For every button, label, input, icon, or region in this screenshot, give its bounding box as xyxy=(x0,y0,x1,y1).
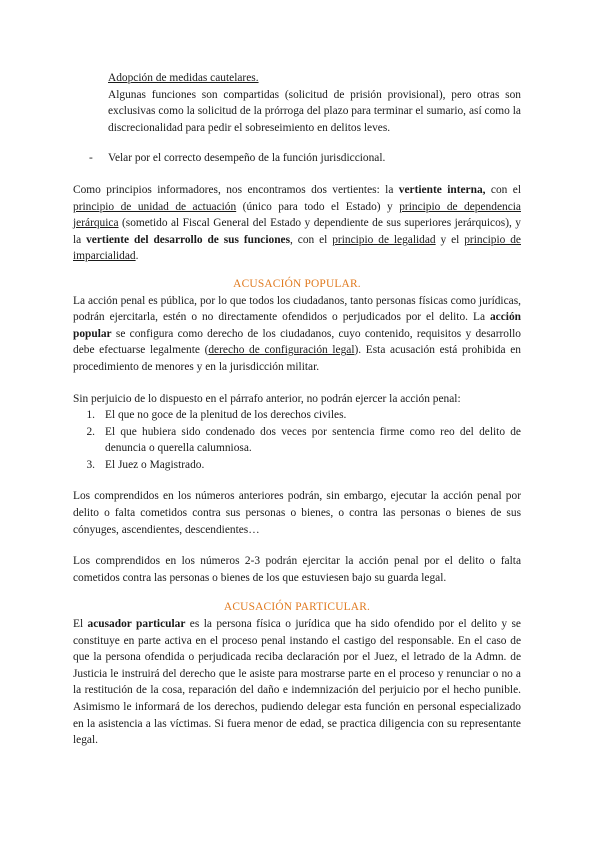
principio-unidad: principio de unidad de actuación xyxy=(73,200,237,213)
list-item: 2. El que hubiera sido condenado dos veces por sentencia firme como reo del delito de denuncia o querella calumniosa. xyxy=(86,425,521,455)
principios-paragraph: Como principios informadores, nos encontramos dos vertientes: la vertiente interna, con el principio de unidad de actuación (único para todo el Estado) y principio de dependencia jerárquica (sometido al Fiscal General del Estado y dependiente de sus superiores jerárquicos), y la vertiente del desarrollo de sus funciones, con el principio de legalidad y el principio de imparcialidad. xyxy=(73,183,521,263)
popular-paragraph-4: Los comprendidos en los números 2-3 podrán ejercitar la acción penal por el delito o falta cometidos contra las personas o bienes de los que estuviesen bajo su guarda legal. xyxy=(73,555,521,584)
vertiente-desarrollo: vertiente del desarrollo de sus funciones xyxy=(86,233,291,246)
popular-paragraph-1: La acción penal es pública, por lo que todos los ciudadanos, tanto personas físicas como jurídicas, podrán ejercitarla, estén o no directamente ofendidos o perjudicados por el delito. La acción popular se configura como derecho de los ciudadanos, cuyo contenido, requisitos y desarrollo debe efectuarse legalmente (derecho de configuración legal). Esta acusación está prohibida en procedimiento de menores y en la jurisdicción militar. xyxy=(73,294,522,373)
heading-acusacion-popular: ACUSACIÓN POPULAR. xyxy=(233,277,361,290)
cautelares-text: Algunas funciones son compartidas (solicitud de prisión provisional), pero otras son exclusivas como la solicitud de la prórroga del plazo para terminar el sumario, así como la discrecionalidad para pedir el sobreseimiento en delitos leves. xyxy=(108,88,521,134)
velar-text: Velar por el correcto desempeño de la función jurisdiccional. xyxy=(108,152,386,165)
principio-imparcialidad: principio de imparcialidad xyxy=(73,233,521,263)
principio-dependencia: principio de dependencia jerárquica xyxy=(73,200,521,230)
list-item: 3. El Juez o Magistrado. xyxy=(86,458,205,471)
heading-acusacion-particular: ACUSACIÓN PARTICULAR. xyxy=(223,601,371,614)
dash-bullet: - xyxy=(89,152,93,165)
vertiente-interna: vertiente interna, xyxy=(398,183,486,196)
accion-popular-term: acción popular xyxy=(73,311,521,340)
particular-paragraph: El acusador particular es la persona física o jurídica que ha sido ofendido por el delito y se constituye en parte activa en el proceso penal instando el castigo del responsable. En el caso de que la persona ofendida o perjudicada reciba declaración por el Juez, el letrado de la Admn. de Justicia le instruirá del derecho que le asiste para mostrarse parte en el proceso y renunciar o no a la restitución de la cosa, reparación del daño e indemnización del perjuicio por el hecho punible. Asimismo le informará de los derechos, pudiendo delegar esta función en personal especializado en la asistencia a las víctimas. Si fuera menor de edad, se practica diligencia con su representante legal. xyxy=(73,618,521,747)
derecho-configuracion-term: derecho de configuración legal xyxy=(208,344,355,357)
document-page xyxy=(73,70,521,749)
velar-item xyxy=(73,150,521,167)
cautelares-section xyxy=(108,70,521,136)
popular-paragraph-3: Los comprendidos en los números anteriores podrán, sin embargo, ejecutar la acción penal por delito o falta cometidos contra sus personas o bienes, o contra las personas o bienes de sus cónyuges, ascendientes, descendientes… xyxy=(73,490,521,536)
list-item: 1. El que no goce de la plenitud de los derechos civiles. xyxy=(86,409,347,422)
principio-legalidad: principio de legalidad xyxy=(332,233,436,246)
exclusion-list xyxy=(73,407,521,473)
popular-paragraph-2: Sin perjuicio de lo dispuesto en el párrafo anterior, no podrán ejercer la acción penal: xyxy=(73,392,461,405)
acusador-particular-term: acusador particular xyxy=(87,618,186,631)
cautelares-title: Adopción de medidas cautelares. xyxy=(108,72,259,84)
